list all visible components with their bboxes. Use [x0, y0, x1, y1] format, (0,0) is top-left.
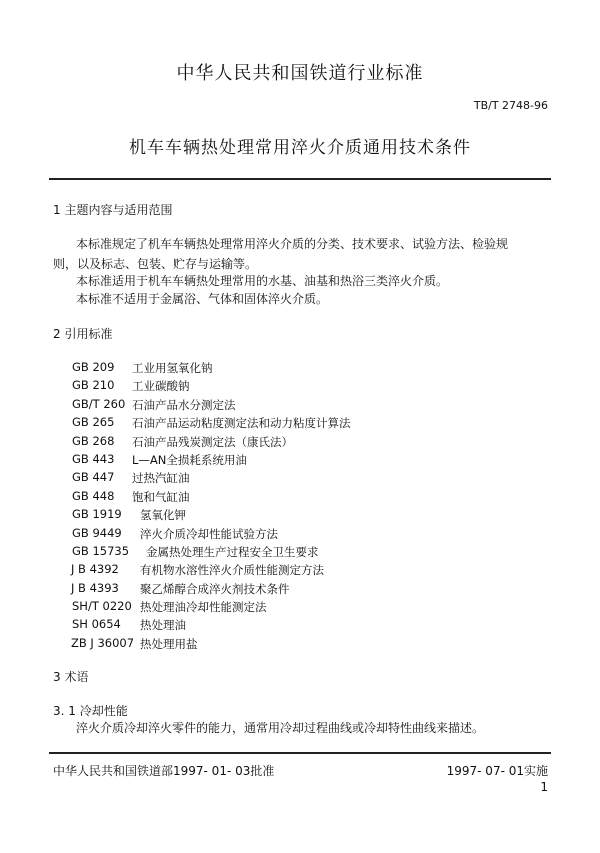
- reference-title: 有机物水溶性淬火介质性能测定方法: [140, 563, 324, 578]
- section-1-paragraph-2: 本标准适用于机车车辆热处理常用的水基、油基和热浴三类淬火介质。: [76, 274, 449, 288]
- reference-code: GB 210: [72, 378, 115, 393]
- reference-code: GB 265: [72, 415, 115, 430]
- reference-code: GB 209: [72, 360, 115, 374]
- reference-title: 氢氧化钾: [140, 508, 186, 523]
- reference-code: J B 4392: [71, 562, 119, 577]
- reference-title: 工业用氢氧化钠: [132, 361, 213, 375]
- reference-code: J B 4393: [71, 580, 119, 595]
- reference-code: GB 1919: [72, 507, 122, 522]
- reference-title: 热处理油: [140, 618, 186, 633]
- reference-code: SH/T 0220: [72, 599, 132, 614]
- reference-title: 聚乙烯醇合成淬火剂技术条件: [140, 581, 290, 596]
- reference-title: 工业碳酸钠: [132, 379, 190, 394]
- reference-title: 过热汽缸油: [132, 471, 190, 486]
- section-3-1-heading: 3. 1 冷却性能: [53, 704, 128, 718]
- reference-code: GB 15735: [72, 543, 130, 558]
- standard-code: TB/T 2748-96: [473, 99, 548, 112]
- reference-code: SH 0654: [72, 617, 121, 632]
- reference-title: 金属热处理生产过程安全卫生要求: [146, 544, 319, 559]
- section-1-paragraph-3: 本标准不适用于金属浴、气体和固体淬火介质。: [76, 292, 329, 306]
- reference-title: 石油产品残炭测定法（康氏法）: [132, 434, 293, 449]
- page-number: 1: [540, 780, 548, 794]
- reference-title: 热处理用盐: [140, 636, 198, 651]
- section-2-heading: 2 引用标准: [53, 327, 113, 341]
- reference-title: 饱和气缸油: [132, 489, 190, 504]
- reference-code: GB 443: [72, 451, 115, 466]
- reference-code: GB 448: [72, 488, 115, 503]
- reference-title: 淬火介质冷却性能试验方法: [140, 526, 278, 541]
- standard-header-title: 中华人民共和国铁道行业标准: [176, 63, 424, 84]
- reference-code: GB 9449: [72, 525, 122, 540]
- reference-title: 石油产品水分测定法: [132, 397, 236, 412]
- section-3-1-paragraph: 淬火介质冷却淬火零件的能力，通常用冷却过程曲线或冷却特性曲线来描述。: [76, 721, 485, 735]
- footer-divider: [49, 752, 551, 754]
- document-title: 机车车辆热处理常用淬火介质通用技术条件: [129, 138, 471, 158]
- effective-date: 1997- 07- 01实施: [446, 764, 548, 778]
- reference-title: 热处理油冷却性能测定法: [140, 600, 267, 615]
- reference-title: L—AN全损耗系统用油: [132, 452, 247, 467]
- reference-title: 石油产品运动粘度测定法和动力粘度计算法: [132, 416, 351, 431]
- section-1-paragraph-1-line-2: 则，以及标志、包装、贮存与运输等。: [53, 257, 258, 271]
- approval-line: 中华人民共和国铁道部1997- 01- 03批准: [53, 764, 275, 778]
- top-divider: [49, 178, 551, 180]
- reference-code: ZB J 36007: [71, 635, 135, 650]
- reference-code: GB 447: [72, 470, 115, 485]
- reference-code: GB 268: [72, 433, 115, 448]
- section-3-heading: 3 术语: [53, 670, 89, 684]
- section-1-paragraph-1-line-1: 本标准规定了机车车辆热处理常用淬火介质的分类、技术要求、试验方法、检验规: [76, 237, 509, 251]
- section-1-heading: 1 主题内容与适用范围: [53, 203, 173, 217]
- reference-code: GB/T 260: [72, 396, 126, 411]
